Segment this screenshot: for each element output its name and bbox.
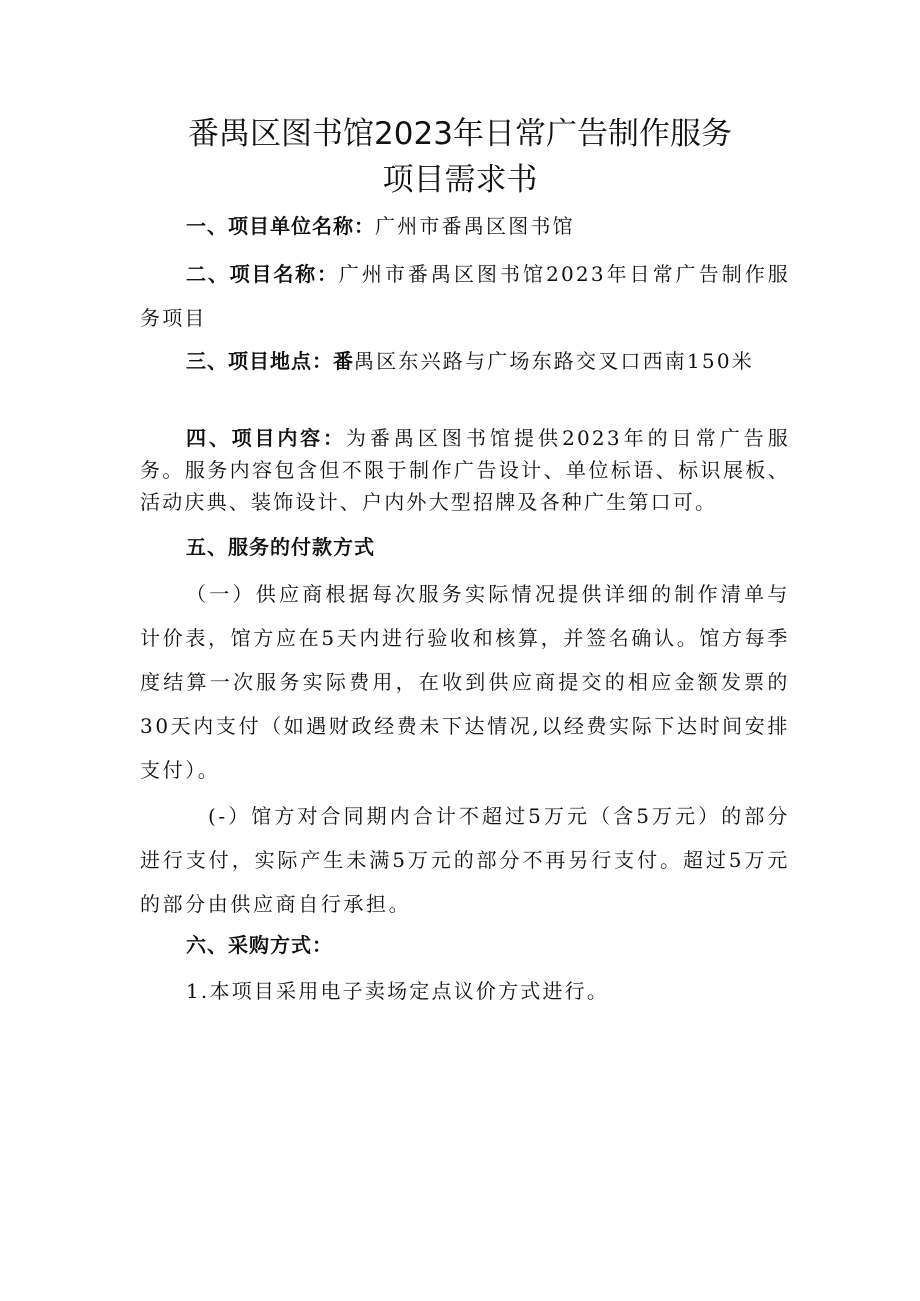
- section-label: 二、项目名称：: [186, 262, 339, 286]
- document-title-line2: 项目需求书: [382, 162, 538, 198]
- section-project-location: [140, 339, 790, 383]
- document-title-line1: 番禺区图书馆2023年日常广告制作服务: [188, 116, 732, 152]
- procurement-item-1: 1.本项目采用电子卖场定点议价方式进行。: [186, 979, 610, 1003]
- section-value-bold-char: 番: [333, 349, 354, 373]
- section-payment-heading: [140, 527, 790, 568]
- section-label: 三、项目地点：: [186, 349, 333, 373]
- section-label: 五、服务的付款方式: [186, 535, 375, 559]
- section-project-content: [140, 422, 790, 518]
- section-procurement-heading: [140, 925, 790, 966]
- section-value: 广州市番禺区图书馆2023年日常广告制作服务项目: [140, 262, 790, 330]
- section-project-name: [140, 252, 790, 340]
- payment-item-1: （一）供应商根据每次服务实际情况提供详细的制作清单与计价表，馆方应在5天内进行验收和核算，并签名确认。馆方每季度结算一次服务实际费用，在收到供应商提交的相应金额发票的30天内支付（如遇财政经费未下达情况,以经费实际下达时间安排支付）。: [140, 582, 790, 782]
- section-value: 为番禺区图书馆提供2023年的日常广告服务。服务内容包含但不限于制作广告设计、单位标语、标识展板、活动庆典、装饰设计、户内外大型招牌及各种广生第口可。: [140, 426, 790, 514]
- section-value: 禺区东兴路与广场东路交叉口西南150米: [354, 349, 754, 373]
- section-label: 一、项目单位名称：: [186, 214, 375, 238]
- section-label: 四、项目内容：: [186, 426, 346, 450]
- payment-item-2: (-）馆方对合同期内合计不超过5万元（含5万元）的部分进行支付，实际产生未满5万元的部分不再另行支付。超过5万元的部分由供应商自行承担。: [140, 804, 790, 916]
- section-value: 广州市番禺区图书馆: [375, 214, 575, 238]
- section-project-unit: [140, 206, 790, 247]
- section-label: 六、采购方式：: [186, 933, 333, 957]
